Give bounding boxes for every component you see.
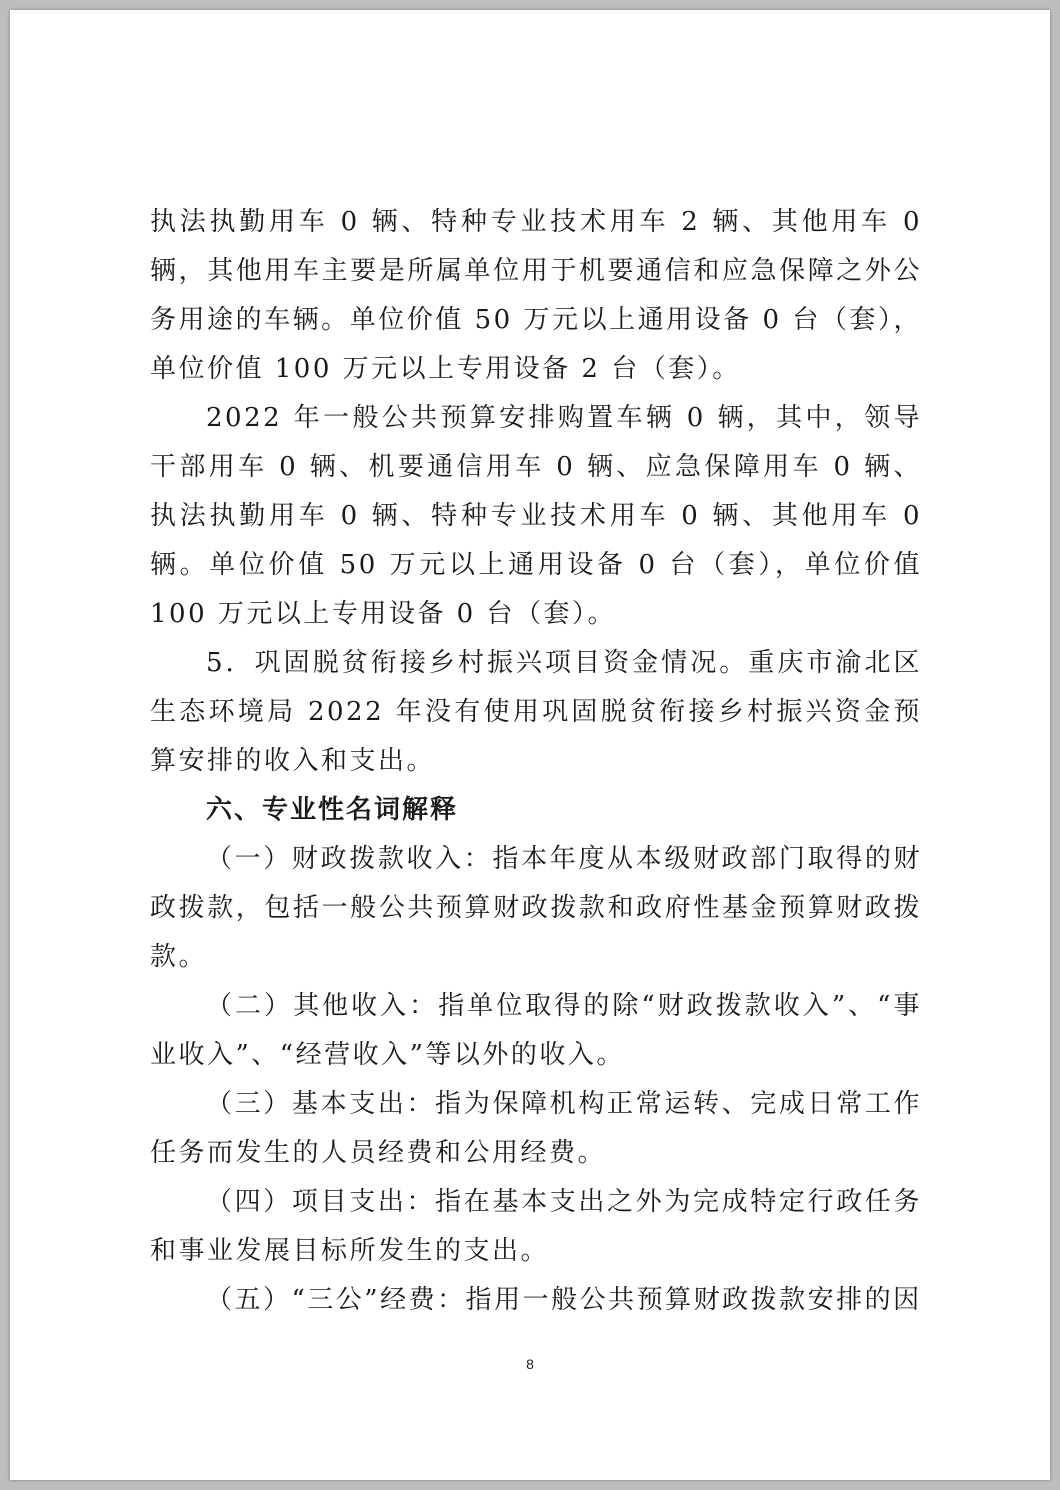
definition-fiscal-appropriation-income: （一）财政拨款收入：指本年度从本级财政部门取得的财政拨款，包括一般公共预算财政拨款和政府性基金预算财政拨款。 (150, 844, 922, 972)
paragraph-2022-vehicle-purchase: 2022 年一般公共预算安排购置车辆 0 辆，其中，领导干部用车 0 辆、机要通信用车 0 辆、应急保障用车 0 辆、执法执勤用车 0 辆、特种专业技术用车 0 辆、其他用车 0 辆。单位价值 50 万元以上通用设备 0 台（套），单位价值 100 万元以上专用设备 0 台（套）。 (150, 403, 922, 629)
definition-three-public-expenses: （五）“三公”经费：指用一般公共预算财政拨款安排的因 (206, 1285, 922, 1315)
definition-project-expenditure: （四）项目支出：指在基本支出之外为完成特定行政任务和事业发展目标所发生的支出。 (150, 1187, 922, 1266)
document-page (10, 10, 1050, 1480)
definition-other-income: （二）其他收入：指单位取得的除“财政拨款收入”、“事业收入”、“经营收入”等以外的收入。 (150, 991, 922, 1070)
page-number: 8 (526, 1356, 534, 1372)
paragraph-rural-revitalization-funds: 5．巩固脱贫衔接乡村振兴项目资金情况。重庆市渝北区生态环境局 2022 年没有使用巩固脱贫衔接乡村振兴资金预算安排的收入和支出。 (150, 648, 922, 776)
paragraph-vehicles-continued: 执法执勤用车 0 辆、特种专业技术用车 2 辆、其他用车 0 辆，其他用车主要是所属单位用于机要通信和应急保障之外公务用途的车辆。单位价值 50 万元以上通用设备 0 台（套），单位价值 100 万元以上专用设备 2 台（套）。 (150, 207, 922, 384)
section-heading: 六、专业性名词解释 (206, 795, 459, 825)
definition-basic-expenditure: （三）基本支出：指为保障机构正常运转、完成日常工作任务而发生的人员经费和公用经费。 (150, 1089, 922, 1168)
page-content (150, 198, 922, 1325)
